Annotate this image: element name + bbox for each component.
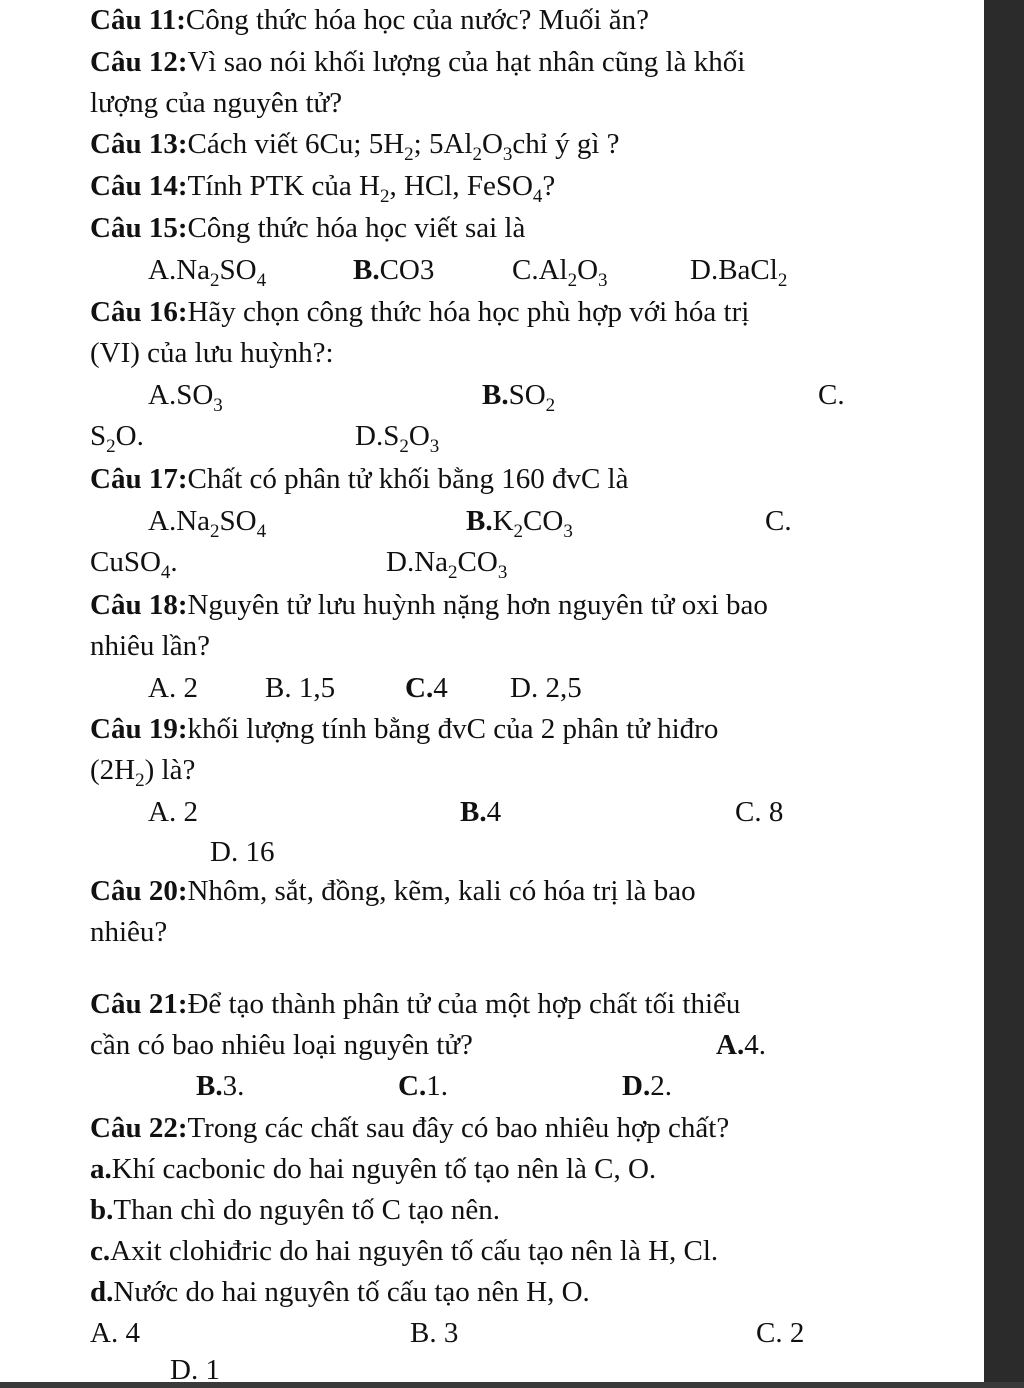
subscript: 2 <box>399 436 409 457</box>
option-label: C. <box>398 1070 427 1102</box>
statement-22-a <box>90 1151 656 1187</box>
question-17-number: Câu 17: <box>90 463 188 495</box>
option-15-a <box>148 252 267 291</box>
option-text: 4 <box>486 796 502 828</box>
question-14-text: Tính PTK của H <box>187 170 380 202</box>
option-text: 4. <box>744 1029 766 1061</box>
question-21-number: Câu 21: <box>90 988 188 1020</box>
option-16-c <box>90 418 144 457</box>
question-17-text: Chất có phân tử khối bằng 160 đvC là <box>187 463 629 495</box>
formula: CO <box>457 546 498 578</box>
option-21-c <box>398 1068 448 1104</box>
question-12-number: Câu 12: <box>90 46 188 78</box>
option-text: 3. <box>222 1070 245 1102</box>
option-label: D. <box>386 546 415 578</box>
option-label: C. <box>818 379 845 411</box>
option-text: C. 2 <box>756 1317 805 1349</box>
question-14-text: ? <box>542 170 556 202</box>
option-21-b <box>196 1068 244 1104</box>
formula: SO <box>508 379 546 411</box>
option-16-a <box>148 377 223 416</box>
option-18-b <box>265 670 335 706</box>
question-15 <box>90 210 525 246</box>
question-19-text-cont: (2H <box>90 754 136 786</box>
option-22-c <box>756 1315 804 1351</box>
subscript: 4 <box>532 186 543 207</box>
statement-label: c. <box>90 1235 111 1267</box>
subscript: 2 <box>545 395 556 416</box>
option-22-a <box>90 1315 140 1351</box>
option-label: D. <box>622 1070 651 1102</box>
option-18-a <box>148 670 198 706</box>
option-label: B. <box>460 796 487 828</box>
subscript: 2 <box>135 770 145 791</box>
question-13 <box>90 126 620 165</box>
question-19-line-1 <box>90 711 718 747</box>
option-15-d <box>690 252 788 291</box>
subscript: 2 <box>106 436 116 457</box>
question-18-text-cont: nhiêu lần? <box>90 630 210 662</box>
question-18-line-2 <box>90 628 210 664</box>
question-15-number: Câu 15: <box>90 212 188 244</box>
question-16-line-2 <box>90 335 334 371</box>
option-text: 2. <box>650 1070 672 1102</box>
option-15-c <box>512 252 608 291</box>
formula: Na <box>414 546 449 578</box>
option-22-b <box>410 1315 458 1351</box>
subscript: 2 <box>448 562 458 583</box>
question-19-text-cont: ) là? <box>144 754 196 786</box>
formula: S <box>383 420 400 452</box>
question-22-text: Trong các chất sau đây có bao nhiêu hợp chất? <box>187 1112 730 1144</box>
formula: SO <box>219 254 257 286</box>
formula: O. <box>115 420 144 452</box>
option-19-c <box>735 794 783 830</box>
option-15-b <box>353 252 434 288</box>
question-20-line-2 <box>90 914 167 950</box>
question-13-text: Cách viết 6Cu; 5H <box>187 128 405 160</box>
subscript: 3 <box>563 521 573 542</box>
question-21-line-2 <box>90 1027 473 1063</box>
option-16-c-label <box>818 377 845 413</box>
subscript: 2 <box>567 270 578 291</box>
subscript: 4 <box>256 270 267 291</box>
question-13-number: Câu 13: <box>90 128 188 160</box>
question-16-number: Câu 16: <box>90 296 188 328</box>
question-18-line-1 <box>90 587 768 623</box>
question-20-text-cont: nhiêu? <box>90 916 168 948</box>
option-22-d <box>170 1352 220 1382</box>
option-label: D. <box>690 254 719 286</box>
option-text: A. 2 <box>148 672 198 704</box>
question-22 <box>90 1110 729 1146</box>
subscript: 3 <box>429 436 440 457</box>
option-17-c <box>90 544 178 583</box>
formula: O <box>408 420 430 452</box>
option-text: 4 <box>433 672 448 704</box>
option-19-a <box>148 794 198 830</box>
statement-label: a. <box>90 1153 112 1185</box>
option-text: D. 16 <box>210 836 275 868</box>
option-19-d <box>210 834 274 870</box>
subscript: 2 <box>472 144 482 165</box>
page-bottom-edge <box>0 1382 1024 1388</box>
statement-22-d <box>90 1274 590 1310</box>
statement-22-b <box>90 1192 500 1228</box>
question-16-text-cont: (VI) của lưu huỳnh?: <box>90 337 334 369</box>
option-label: A. <box>148 254 177 286</box>
formula: . <box>170 546 178 578</box>
question-19-line-2 <box>90 752 196 791</box>
option-text: A. 2 <box>148 796 198 828</box>
question-21-text: Để tạo thành phân tử của một hợp chất tối thiểu <box>187 988 741 1020</box>
question-18-number: Câu 18: <box>90 589 188 621</box>
formula: O <box>577 254 599 286</box>
option-text: D. 2,5 <box>510 672 582 704</box>
formula: SO <box>176 379 214 411</box>
formula: CuSO <box>90 546 161 578</box>
subscript: 2 <box>404 144 414 165</box>
formula: CO3 <box>379 254 435 286</box>
option-21-a <box>716 1027 766 1063</box>
subscript: 4 <box>160 562 171 583</box>
option-19-b <box>460 794 501 830</box>
question-20-number: Câu 20: <box>90 875 188 907</box>
statement-text: Than chì do nguyên tố C tạo nên. <box>113 1194 500 1226</box>
question-22-number: Câu 22: <box>90 1112 188 1144</box>
question-11-text: Công thức hóa học của nước? Muối ăn? <box>185 4 649 36</box>
option-label: B. <box>196 1070 223 1102</box>
option-label: C. <box>405 672 434 704</box>
question-19-text: khối lượng tính bằng đvC của 2 phân tử hiđro <box>187 713 719 745</box>
formula: S <box>90 420 107 452</box>
option-label: C. <box>512 254 539 286</box>
option-18-d <box>510 670 582 706</box>
option-text: 1. <box>426 1070 448 1102</box>
question-13-text: chỉ ý gì ? <box>512 128 620 160</box>
formula: Na <box>176 254 211 286</box>
option-17-b <box>466 503 573 542</box>
option-text: C. 8 <box>735 796 784 828</box>
question-12-line-1 <box>90 44 745 80</box>
option-16-b <box>482 377 556 416</box>
question-15-text: Công thức hóa học viết sai là <box>187 212 526 244</box>
option-18-c <box>405 670 448 706</box>
formula: SO <box>219 505 257 537</box>
question-14-text: , HCl, FeSO <box>389 170 533 202</box>
subscript: 2 <box>379 186 390 207</box>
question-14 <box>90 168 556 207</box>
subscript: 2 <box>210 270 220 291</box>
subscript: 2 <box>777 270 788 291</box>
statement-text: Axit clohiđric do hai nguyên tố cấu tạo nên là H, Cl. <box>110 1235 719 1267</box>
option-17-a <box>148 503 267 542</box>
question-17 <box>90 461 628 497</box>
question-16-line-1 <box>90 294 749 330</box>
option-label: D. <box>355 420 384 452</box>
question-14-number: Câu 14: <box>90 170 188 202</box>
option-text: A. 4 <box>90 1317 140 1349</box>
option-21-d <box>622 1068 672 1104</box>
statement-label: d. <box>90 1276 114 1308</box>
subscript: 3 <box>213 395 223 416</box>
question-11 <box>90 2 649 38</box>
option-17-c-label <box>765 503 792 539</box>
question-11-number: Câu 11: <box>90 4 186 36</box>
subscript: 4 <box>256 521 267 542</box>
statement-22-c <box>90 1233 718 1269</box>
option-label: A. <box>716 1029 745 1061</box>
option-label: B. <box>353 254 380 286</box>
option-label: C. <box>765 505 792 537</box>
formula: K <box>492 505 514 537</box>
option-text: B. 3 <box>410 1317 459 1349</box>
statement-label: b. <box>90 1194 114 1226</box>
question-18-text: Nguyên tử lưu huỳnh nặng hơn nguyên tử oxi bao <box>187 589 768 621</box>
question-21-text-cont: cần có bao nhiêu loại nguyên tử? <box>90 1029 473 1061</box>
option-text: D. 1 <box>170 1354 220 1382</box>
question-21-line-1 <box>90 986 740 1022</box>
formula: Na <box>176 505 211 537</box>
subscript: 2 <box>210 521 220 542</box>
subscript: 3 <box>497 562 508 583</box>
option-16-d <box>355 418 440 457</box>
question-19-number: Câu 19: <box>90 713 188 745</box>
option-label: B. <box>482 379 509 411</box>
question-20-line-1 <box>90 873 696 909</box>
option-text: B. 1,5 <box>265 672 336 704</box>
question-13-text: O <box>481 128 503 160</box>
subscript: 3 <box>502 144 513 165</box>
subscript: 3 <box>598 270 608 291</box>
subscript: 2 <box>513 521 524 542</box>
option-label: A. <box>148 505 177 537</box>
question-12-line-2 <box>90 85 342 121</box>
option-17-d <box>386 544 508 583</box>
question-20-text: Nhôm, sắt, đồng, kẽm, kali có hóa trị là bao <box>187 875 696 907</box>
option-label: A. <box>148 379 177 411</box>
question-13-text: ; 5Al <box>413 128 473 160</box>
formula: BaCl <box>718 254 778 286</box>
option-label: B. <box>466 505 493 537</box>
statement-text: Nước do hai nguyên tố cấu tạo nên H, O. <box>113 1276 590 1308</box>
question-12-text: Vì sao nói khối lượng của hạt nhân cũng là khối <box>187 46 746 78</box>
question-12-text-cont: lượng của nguyên tử? <box>90 87 343 119</box>
question-16-text: Hãy chọn công thức hóa học phù hợp với hóa trị <box>187 296 750 328</box>
statement-text: Khí cacbonic do hai nguyên tố tạo nên là C, O. <box>111 1153 657 1185</box>
formula: Al <box>538 254 568 286</box>
formula: CO <box>523 505 564 537</box>
